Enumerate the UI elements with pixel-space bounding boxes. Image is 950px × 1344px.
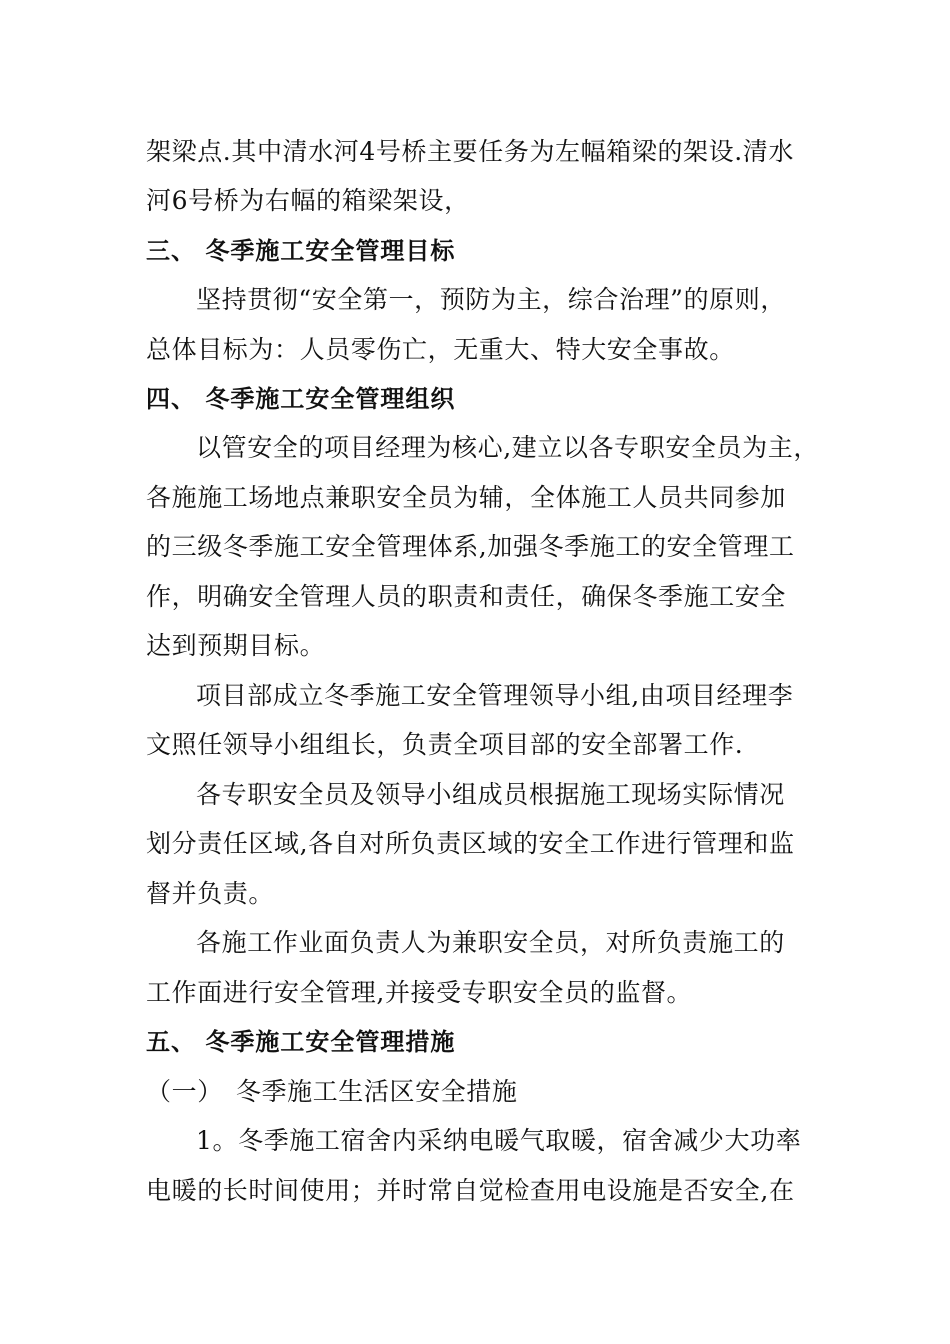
section-heading-4: 四、 冬季施工安全管理组织 [146,385,456,413]
paragraph-line: 工作面进行安全管理,并接受专职安全员的监督。 [146,978,693,1007]
paragraph-line: 坚持贯彻“安全第一，预防为主，综合治理”的原则， [196,285,786,314]
paragraph-line: 督并负责。 [146,879,275,908]
paragraph-line: 文照任领导小组组长，负责全项目部的安全部署工作. [146,730,744,759]
section-heading-3: 三、 冬季施工安全管理目标 [146,237,456,265]
section-heading-5: 五、 冬季施工安全管理措施 [146,1028,456,1056]
paragraph-line: 以管安全的项目经理为核心,建立以各专职安全员为主， [196,433,819,462]
paragraph-line: 各施施工场地点兼职安全员为辅，全体施工人员共同参加 [146,483,787,512]
paragraph-line: 划分责任区域,各自对所负责区域的安全工作进行管理和监 [146,829,795,858]
paragraph-line: 河6号桥为右幅的箱梁架设， [146,186,470,215]
paragraph-line: 达到预期目标。 [146,631,326,660]
paragraph-line: 总体目标为：人员零伤亡，无重大、特大安全事故。 [146,335,735,364]
paragraph-line: 的三级冬季施工安全管理体系,加强冬季施工的安全管理工 [146,532,795,561]
subsection-heading: （一） 冬季施工生活区安全措施 [146,1077,518,1106]
paragraph-line: 各专职安全员及领导小组成员根据施工现场实际情况 [196,780,785,809]
paragraph-line: 作，明确安全管理人员的职责和责任，确保冬季施工安全 [146,582,787,611]
paragraph-line: 架梁点.其中清水河4号桥主要任务为左幅箱梁的架设.清水 [146,137,795,166]
paragraph-line: 电暖的长时间使用；并时常自觉检查用电设施是否安全,在 [146,1176,795,1205]
paragraph-line: 1。冬季施工宿舍内采纳电暖气取暖，宿舍减少大功率 [196,1126,802,1155]
paragraph-line: 各施工作业面负责人为兼职安全员，对所负责施工的 [196,928,785,957]
paragraph-line: 项目部成立冬季施工安全管理领导小组,由项目经理李 [196,681,794,710]
